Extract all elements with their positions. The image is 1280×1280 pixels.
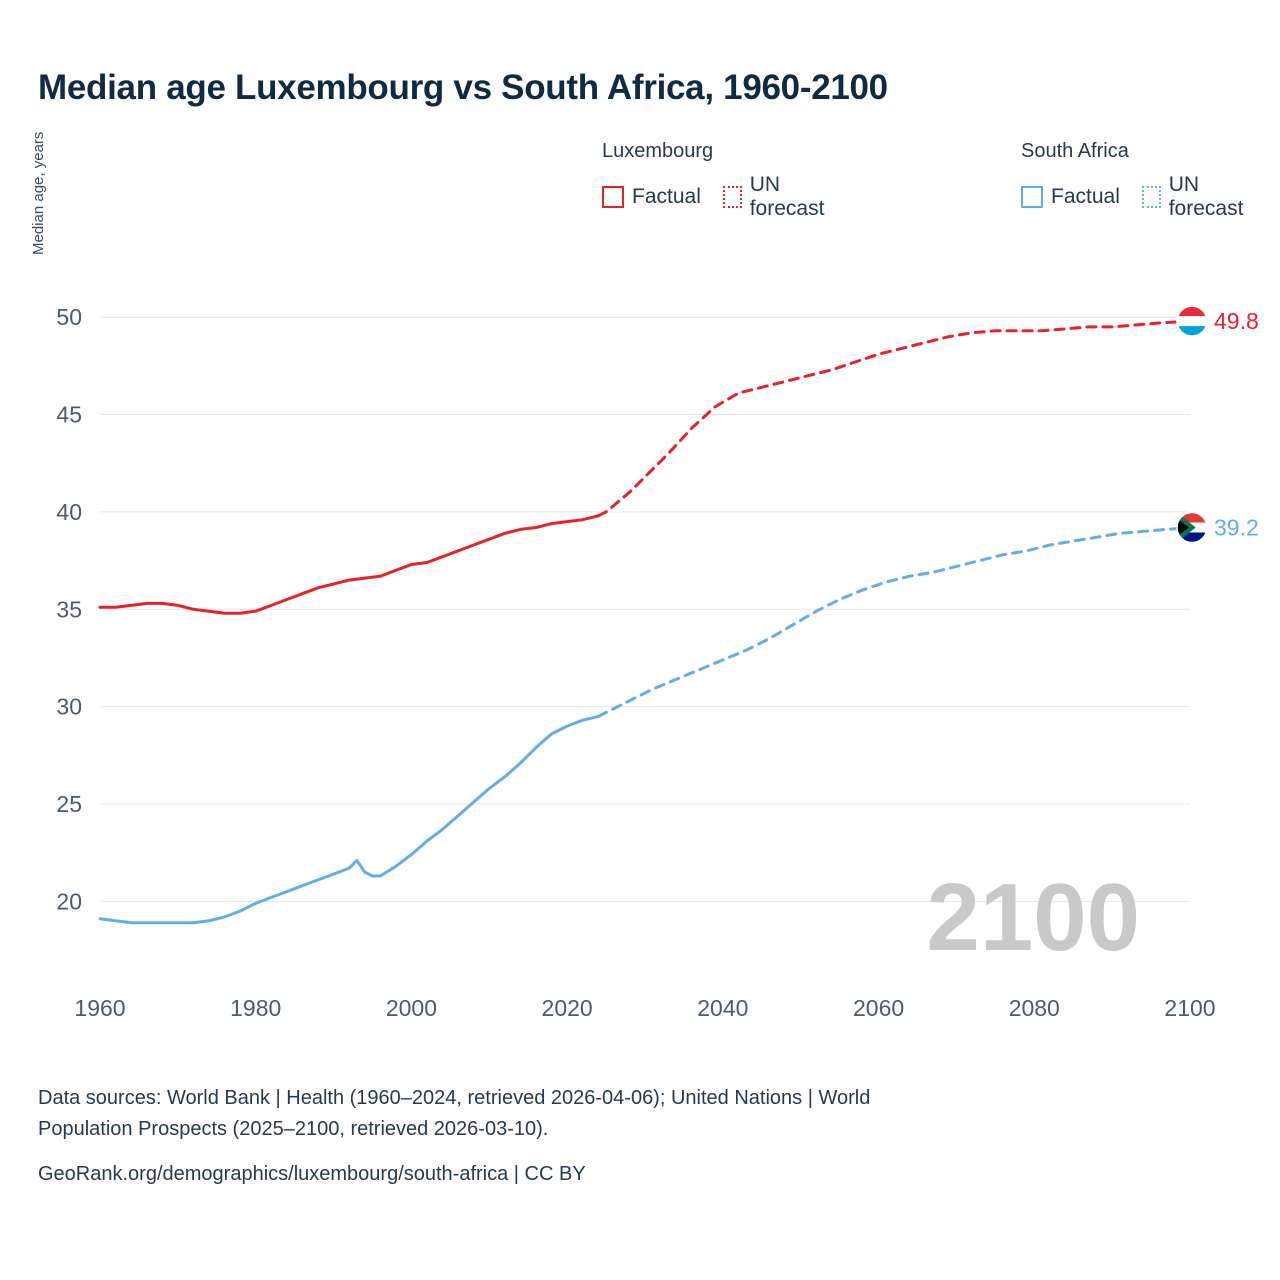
- legend-swatch-dotted-icon: [1142, 186, 1161, 208]
- y-tick-label: 20: [56, 888, 82, 915]
- series-line-factual: [100, 516, 598, 613]
- chart-legend: [580, 140, 1260, 221]
- x-tick-label: 1960: [74, 995, 126, 1021]
- x-axis-ticks: [74, 995, 1215, 1021]
- legend-group-south-africa: [1021, 140, 1260, 221]
- watermark-year: 2100: [926, 864, 1140, 971]
- end-label-luxembourg: 49.8: [1214, 308, 1259, 335]
- y-tick-label: 30: [56, 693, 82, 720]
- data-series: [100, 321, 1190, 923]
- y-tick-label: 50: [56, 304, 82, 331]
- series-line-forecast: [598, 321, 1190, 516]
- legend-item-label: UN forecast: [1168, 173, 1244, 220]
- x-tick-label: 2100: [1164, 995, 1216, 1021]
- page-title: Median age Luxembourg vs South Africa, 1960-2100: [38, 68, 888, 107]
- y-tick-label: 45: [56, 401, 82, 428]
- footer-sources: [38, 1083, 1238, 1190]
- plot-area: [0, 250, 1280, 1050]
- y-tick-label: 35: [56, 596, 82, 623]
- y-axis-ticks: [56, 304, 82, 914]
- x-tick-label: 2060: [852, 995, 905, 1021]
- x-tick-label: 2020: [541, 995, 593, 1021]
- legend-group-title: Luxembourg: [602, 140, 714, 162]
- line-chart: [0, 250, 1280, 1050]
- source-url[interactable]: GeoRank.org/demographics/luxembourg/south-africa | CC BY: [38, 1163, 586, 1185]
- source-line-2: Population Prospects (2025–2100, retrieved 2026-03-10).: [38, 1118, 549, 1140]
- end-label-south-africa: 39.2: [1214, 514, 1259, 541]
- legend-item-luxembourg-forecast[interactable]: [723, 173, 841, 221]
- y-tick-label: 25: [56, 790, 82, 817]
- legend-group-luxembourg: [602, 140, 841, 221]
- y-axis-title: Median age, years: [30, 131, 47, 255]
- legend-item-luxembourg-factual[interactable]: [602, 173, 701, 221]
- x-tick-label: 2000: [385, 995, 438, 1021]
- legend-swatch-dotted-icon: [723, 186, 742, 208]
- flag-icon-south-africa: [1177, 512, 1207, 542]
- legend-item-label: Factual: [632, 185, 701, 208]
- legend-item-label: Factual: [1051, 185, 1120, 208]
- y-tick-label: 40: [56, 498, 82, 525]
- legend-swatch-solid-icon: [1021, 186, 1043, 208]
- flag-icon-luxembourg: [1177, 306, 1207, 336]
- series-line-factual: [100, 716, 598, 922]
- legend-item-label: UN forecast: [749, 173, 825, 220]
- x-tick-label: 1980: [230, 995, 282, 1021]
- series-line-forecast: [598, 528, 1190, 717]
- legend-item-south-africa-factual[interactable]: [1021, 173, 1120, 221]
- end-markers: [1177, 306, 1259, 542]
- x-tick-label: 2080: [1008, 995, 1060, 1021]
- legend-item-south-africa-forecast[interactable]: [1142, 173, 1260, 221]
- legend-swatch-solid-icon: [602, 186, 624, 208]
- x-tick-label: 2040: [697, 995, 749, 1021]
- source-line-1: Data sources: World Bank | Health (1960–2024, retrieved 2026-04-06); United Nations | World: [38, 1087, 871, 1109]
- legend-group-title: South Africa: [1021, 140, 1129, 162]
